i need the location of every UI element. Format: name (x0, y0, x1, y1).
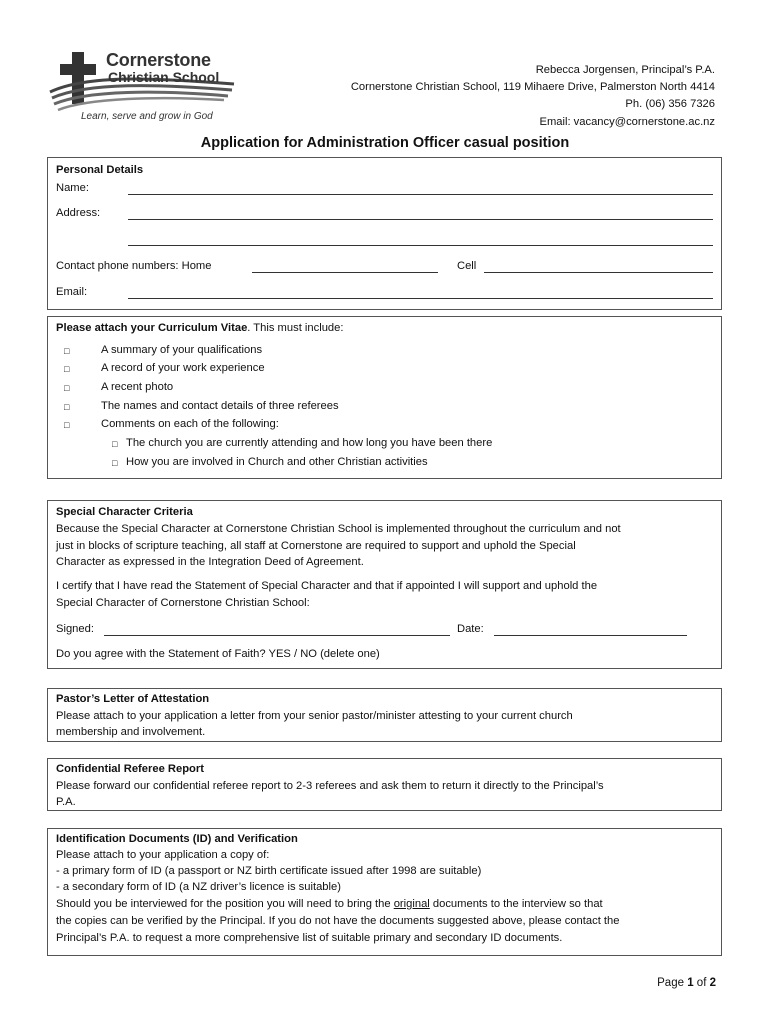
id-line3: - a secondary form of ID (a NZ driver’s licence is suitable) (56, 881, 341, 893)
checkbox-icon[interactable]: □ (64, 420, 70, 430)
cv-heading: Please attach your Curriculum Vitae (56, 322, 248, 334)
personal-details-section (47, 157, 722, 310)
special-para2-line1: I certify that I have read the Statement of Special Character and that if appointed I will support and uphold the (56, 580, 598, 592)
school-logo (48, 48, 248, 130)
contact-person: Rebecca Jorgensen, Principal’s P.A. (535, 64, 715, 76)
referee-line2: P.A. (56, 796, 76, 808)
contact-address: Cornerstone Christian School, 119 Mihaere Drive, Palmerston North 4414 (350, 81, 715, 94)
home-phone-field[interactable] (252, 272, 438, 273)
name-label: Name: (56, 182, 89, 194)
faith-question: Do you agree with the Statement of Faith? YES / NO (delete one) (56, 648, 380, 660)
logo-name-line2: Christian School (108, 69, 220, 85)
cv-subitem: The church you are currently attending and how long you have been there (126, 437, 493, 449)
date-label: Date: (457, 623, 484, 635)
id-verification-section (47, 828, 722, 956)
cv-item: The names and contact details of three referees (101, 400, 339, 412)
signed-label: Signed: (56, 623, 94, 635)
checkbox-icon[interactable]: □ (64, 402, 70, 412)
special-para2-line2: Special Character of Cornerstone Christian School: (56, 597, 310, 609)
page-number (657, 975, 716, 991)
referee-line1: Please forward our confidential referee report to 2-3 referees and ask them to return it directly to the Principal’s (56, 780, 604, 792)
cv-intro-text: . This must include: (247, 322, 344, 334)
cv-section (47, 316, 722, 479)
id-heading: Identification Documents (ID) and Verification (56, 833, 298, 845)
address-field-2[interactable] (128, 245, 713, 246)
pastor-letter-section (47, 688, 722, 742)
phone-label: Contact phone numbers: Home (56, 260, 212, 272)
name-field[interactable] (128, 194, 713, 195)
cell-label: Cell (457, 260, 477, 272)
referee-heading: Confidential Referee Report (56, 763, 204, 775)
cv-item: Comments on each of the following: (101, 418, 279, 430)
email-field[interactable] (128, 298, 713, 299)
address-field-1[interactable] (128, 219, 713, 220)
checkbox-icon[interactable]: □ (112, 458, 118, 468)
id-line6: Principal’s P.A. to request a more comprehensive list of suitable primary and secondary ID documents. (56, 932, 563, 944)
address-label: Address: (56, 207, 101, 219)
cv-item: A record of your work experience (101, 362, 265, 374)
pastor-line2: membership and involvement. (56, 726, 206, 738)
cv-item: A summary of your qualifications (101, 344, 263, 356)
checkbox-icon[interactable]: □ (64, 364, 70, 374)
contact-block (351, 62, 715, 131)
page-current: 1 (687, 977, 694, 989)
email-label: Email: (56, 286, 88, 298)
checkbox-icon[interactable]: □ (112, 439, 118, 449)
id-line4 (56, 896, 603, 912)
id-line1: Please attach to your application a copy of: (56, 849, 270, 861)
special-para1-line2: just in blocks of scripture teaching, all staff at Cornerstone are required to support and uphold the Special (56, 540, 576, 552)
cv-item: A recent photo (101, 381, 174, 393)
contact-phone: Ph. (06) 356 7326 (625, 98, 715, 111)
contact-email: Email: vacancy@cornerstone.ac.nz (539, 115, 715, 128)
checkbox-icon[interactable]: □ (64, 383, 70, 393)
page-label: Page (657, 977, 688, 989)
pastor-line1: Please attach to your application a letter from your senior pastor/minister attesting to your current church (56, 710, 573, 722)
page-total: 2 (709, 977, 716, 989)
pastor-heading: Pastor’s Letter of Attestation (56, 693, 210, 705)
special-para1-line1: Because the Special Character at Cornerstone Christian School is implemented throughout the curriculum and not (56, 523, 621, 535)
id-line2: - a primary form of ID (a passport or NZ birth certificate issued after 1998 are suitable) (56, 865, 482, 877)
cv-intro (56, 320, 343, 336)
id-line4-end: documents to the interview so that (429, 898, 603, 910)
id-line4-start: Should you be interviewed for the position you will need to bring the (56, 898, 394, 910)
logo-tagline: Learn, serve and grow in God (81, 111, 213, 122)
personal-heading: Personal Details (56, 164, 144, 176)
id-line5: the copies can be verified by the Principal. If you do not have the documents suggested above, please contact the (56, 915, 620, 927)
special-character-section (47, 500, 722, 669)
checkbox-icon[interactable]: □ (64, 346, 70, 356)
special-para1-line3: Character as expressed in the Integration Deed of Agreement. (56, 556, 364, 568)
cv-subitem: How you are involved in Church and other Christian activities (126, 456, 428, 468)
page-of-label: of (693, 977, 710, 989)
id-line4-underlined: original (393, 898, 430, 910)
special-heading: Special Character Criteria (56, 506, 193, 518)
logo-name-line1: Cornerstone (106, 50, 211, 70)
signature-field[interactable] (104, 635, 450, 636)
page-title: Application for Administration Officer casual position (200, 135, 570, 151)
cell-phone-field[interactable] (484, 272, 713, 273)
date-field[interactable] (494, 635, 687, 636)
referee-section (47, 758, 722, 811)
